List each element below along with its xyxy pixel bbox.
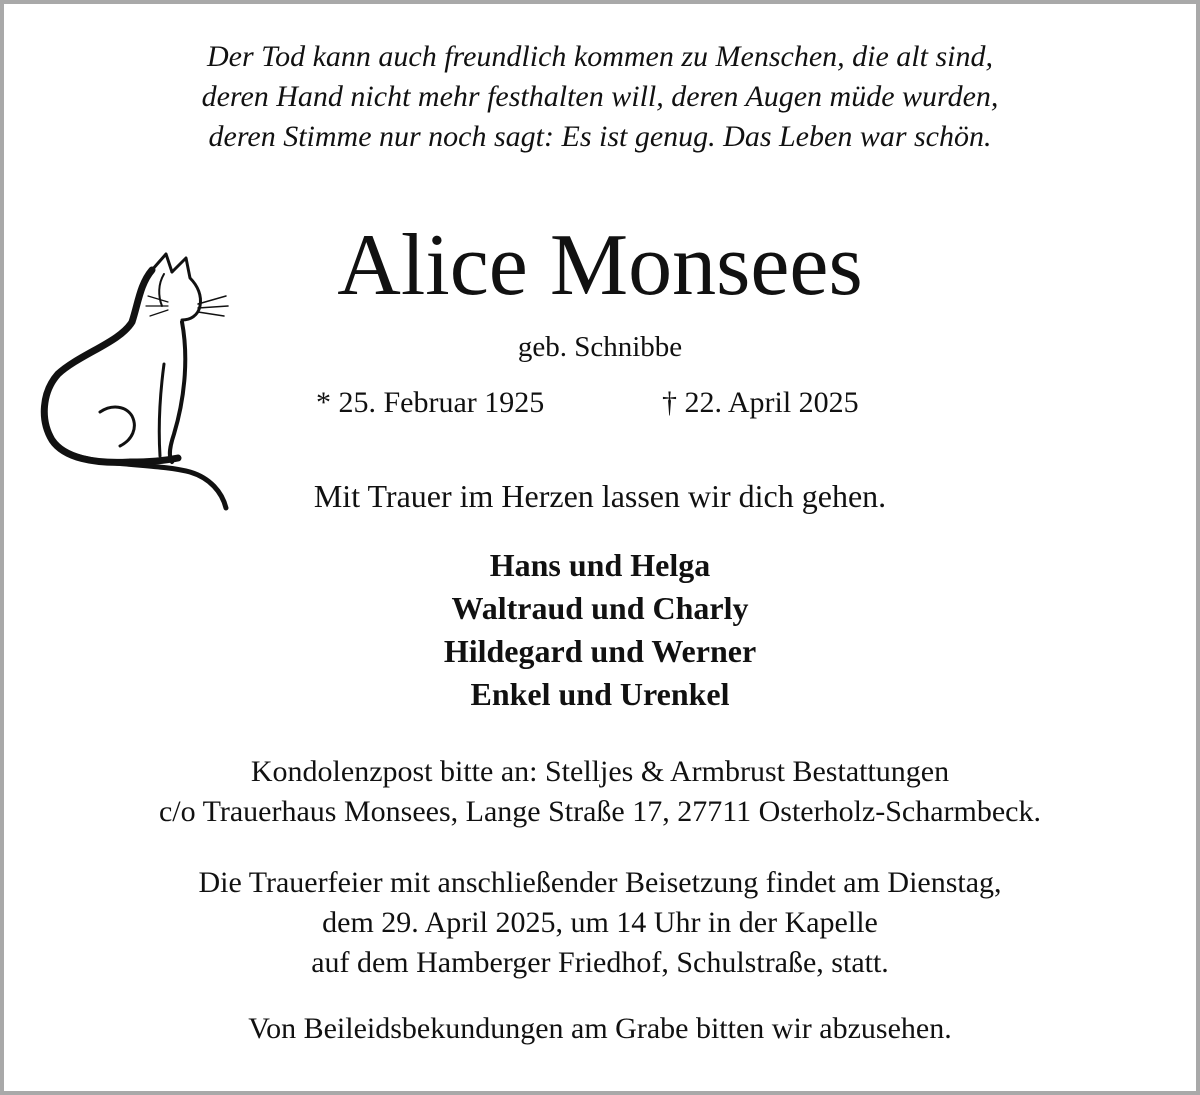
deceased-name: Alice Monsees: [337, 217, 863, 314]
death-date: † 22. April 2025: [662, 386, 859, 419]
maiden-name: geb. Schnibbe: [517, 331, 683, 363]
ceremony-line: auf dem Hamberger Friedhof, Schulstraße, statt.: [311, 946, 889, 979]
condolence-address: [0, 752, 1200, 832]
motto-line: Der Tod kann auch freundlich kommen zu Menschen, die alt sind,: [207, 40, 993, 73]
family-member: Hildegard und Werner: [443, 633, 757, 669]
condolence-line: c/o Trauerhaus Monsees, Lange Straße 17, 27711 Osterholz-Scharmbeck.: [158, 795, 1041, 828]
family-member: Enkel und Urenkel: [470, 676, 730, 712]
family-list: [0, 544, 1200, 716]
condolence-line: Kondolenzpost bitte an: Stelljes & Armbrust Bestattungen: [250, 755, 950, 788]
ceremony-line: Die Trauerfeier mit anschließender Beisetzung findet am Dienstag,: [198, 866, 1002, 899]
ceremony-line: dem 29. April 2025, um 14 Uhr in der Kapelle: [322, 906, 878, 939]
motto-line: deren Hand nicht mehr festhalten will, deren Augen müde wurden,: [201, 80, 999, 113]
mourning-line: Mit Trauer im Herzen lassen wir dich gehen.: [313, 478, 887, 514]
family-member: Waltraud und Charly: [451, 590, 749, 626]
birth-date: * 25. Februar 1925: [316, 386, 545, 419]
motto-quote: [0, 37, 1200, 157]
closing-note: Von Beileidsbekundungen am Grabe bitten wir abzusehen.: [248, 1012, 952, 1045]
ceremony-info: [0, 863, 1200, 983]
family-member: Hans und Helga: [489, 547, 711, 583]
motto-line: deren Stimme nur noch sagt: Es ist genug. Das Leben war schön.: [208, 120, 992, 153]
